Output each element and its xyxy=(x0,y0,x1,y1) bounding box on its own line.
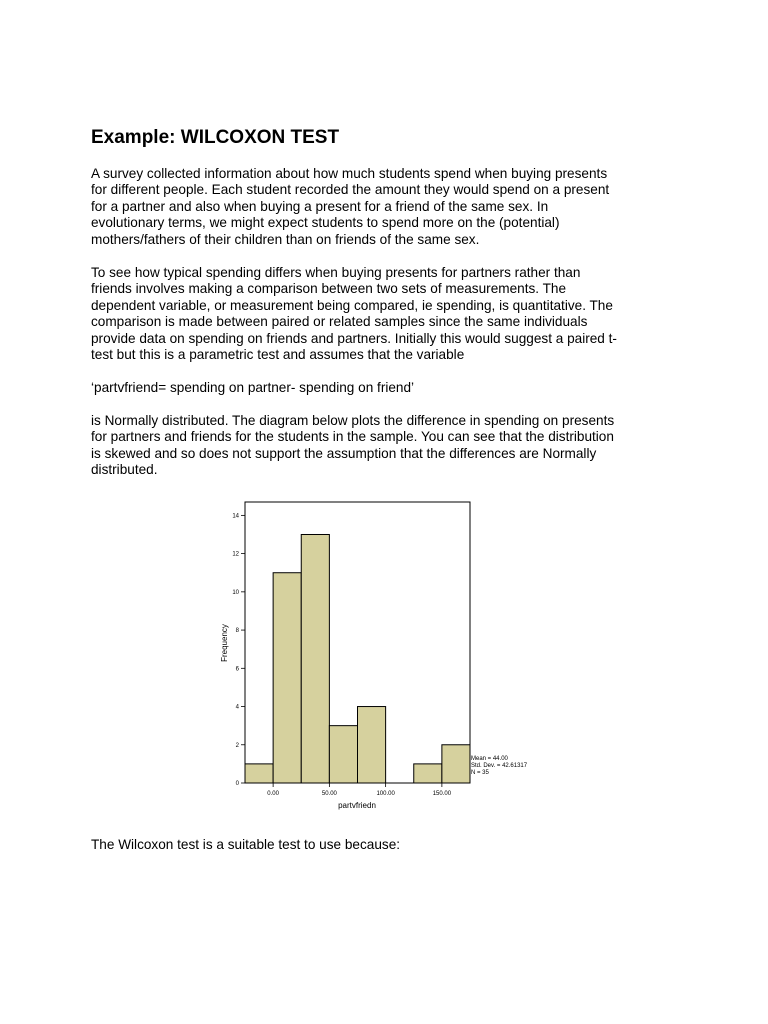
text-line: evolutionary terms, we might expect students to spend more on the (potential) xyxy=(91,215,560,231)
text-line: To see how typical spending differs when buying presents for partners rather than xyxy=(91,265,581,280)
formula-line xyxy=(91,380,691,396)
y-tick-label: 2 xyxy=(235,742,239,749)
x-tick-label: 100.00 xyxy=(376,791,395,797)
intro-paragraph xyxy=(91,166,691,248)
y-tick-label: 6 xyxy=(235,666,239,673)
page-title: Example: WILCOXON TEST xyxy=(91,127,340,148)
conclusion-paragraph xyxy=(91,837,691,853)
x-tick-label: 0.00 xyxy=(267,791,279,797)
x-axis xyxy=(267,783,451,797)
histogram-bar xyxy=(245,764,273,783)
y-tick-label: 8 xyxy=(235,628,239,635)
text-line: provide data on spending on friends and partners. Initially this would suggest a paired t- xyxy=(91,330,617,346)
text-line: test but this is a parametric test and assumes that the variable xyxy=(91,347,465,363)
text-line: ‘partvfriend= spending on partner- spending on friend’ xyxy=(91,380,415,395)
histogram-bar xyxy=(301,534,329,783)
y-tick-label: 10 xyxy=(232,589,239,596)
distribution-paragraph xyxy=(91,413,691,479)
histogram-bar xyxy=(329,726,357,783)
x-axis-label: partvfriedn xyxy=(338,801,376,810)
x-tick-label: 150.00 xyxy=(432,791,452,797)
text-line: comparison is made between paired or related samples since the same individuals xyxy=(91,314,588,330)
text-line: mothers/fathers of their children than on friends of the same sex. xyxy=(91,231,480,247)
text-line: is Normally distributed. The diagram below plots the difference in spending on presents xyxy=(91,413,615,428)
histogram-chart xyxy=(200,495,560,825)
text-line: is skewed and so does not support the assumption that the differences are Normally xyxy=(91,445,597,461)
stat-n: N = 35 xyxy=(471,770,489,776)
y-axis xyxy=(232,513,245,787)
histogram-bar xyxy=(273,573,301,783)
histogram-bar xyxy=(358,707,386,783)
y-tick-label: 4 xyxy=(235,704,239,711)
text-line: dependent variable, or measurement being compared, ie spending, is quantitative. The xyxy=(91,297,613,313)
text-line: for partners and friends for the students in the sample. You can see that the distribution xyxy=(91,429,614,445)
text-line: for different people. Each student recorded the amount they would spend on a present xyxy=(91,182,610,198)
y-axis-label: Frequency xyxy=(220,624,229,662)
y-tick-label: 14 xyxy=(232,513,239,520)
x-tick-label: 50.00 xyxy=(321,791,337,797)
stat-std-dev: Std. Dev. = 42.61317 xyxy=(471,763,528,769)
text-line: A survey collected information about how much students spend when buying presents xyxy=(91,166,608,181)
text-line: distributed. xyxy=(91,462,158,478)
method-paragraph xyxy=(91,265,691,363)
text-line: The Wilcoxon test is a suitable test to use because: xyxy=(91,837,401,852)
text-line: friends involves making a comparison between two sets of measurements. The xyxy=(91,281,567,297)
y-tick-label: 0 xyxy=(235,781,239,787)
histogram-bar xyxy=(414,764,442,783)
stat-mean: Mean = 44.00 xyxy=(471,756,508,762)
y-tick-label: 12 xyxy=(232,551,239,558)
histogram-bar xyxy=(442,745,470,783)
text-line: for a partner and also when buying a present for a friend of the same sex. In xyxy=(91,198,549,214)
